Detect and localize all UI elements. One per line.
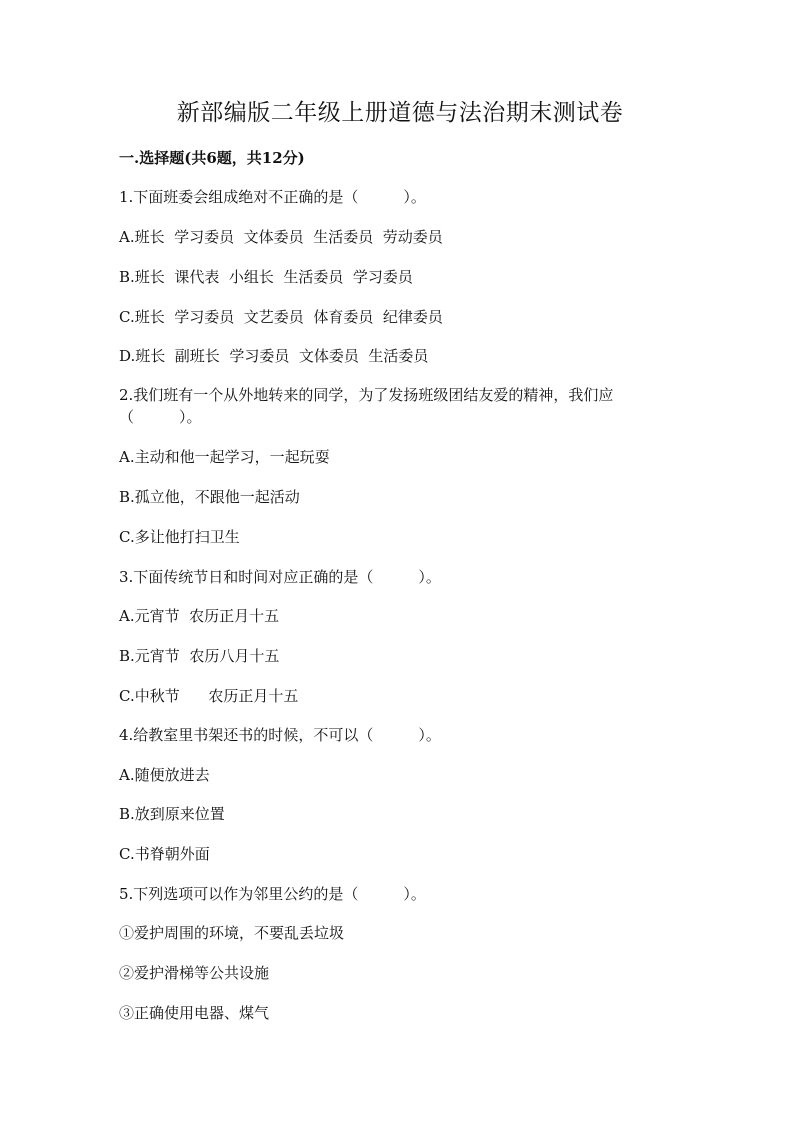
q4-option-c: C.书脊朝外面 (119, 845, 210, 863)
q1-option-d: D.班长 副班长 学习委员 文体委员 生活委员 (119, 347, 429, 365)
question-5: 5.下列选项可以作为邻里公约的是（ ）。 (119, 885, 426, 903)
q3-option-b: B.元宵节 农历八月十五 (119, 647, 280, 665)
section-heading: 一.选择题(共6题，共12分) (119, 149, 305, 167)
question-2-continued: （ ）。 (119, 408, 202, 426)
q2-option-b: B.孤立他，不跟他一起活动 (119, 488, 300, 506)
question-3: 3.下面传统节日和时间对应正确的是（ ）。 (119, 568, 441, 586)
q2-option-a: A.主动和他一起学习，一起玩耍 (119, 448, 330, 466)
q4-option-a: A.随便放进去 (119, 766, 210, 784)
q3-option-c: C.中秋节 农历正月十五 (119, 687, 299, 705)
question-1: 1.下面班委会组成绝对不正确的是（ ）。 (119, 188, 426, 206)
q1-option-a: A.班长 学习委员 文体委员 生活委员 劳动委员 (119, 228, 443, 246)
q5-item-2: ②爱护滑梯等公共设施 (119, 964, 270, 982)
question-4: 4.给教室里书架还书的时候，不可以（ ）。 (119, 726, 441, 744)
q1-option-b: B.班长 课代表 小组长 生活委员 学习委员 (119, 268, 413, 286)
page-title: 新部编版二年级上册道德与法治期末测试卷 (176, 100, 624, 126)
q5-item-1: ①爱护周围的环境，不要乱丢垃圾 (119, 924, 345, 942)
q2-option-c: C.多让他打扫卫生 (119, 528, 240, 546)
q5-item-3: ③正确使用电器、煤气 (119, 1004, 270, 1022)
q1-option-c: C.班长 学习委员 文艺委员 体育委员 纪律委员 (119, 308, 443, 326)
q3-option-a: A.元宵节 农历正月十五 (119, 607, 280, 625)
question-2: 2.我们班有一个从外地转来的同学，为了发扬班级团结友爱的精神，我们应 (119, 386, 614, 404)
q4-option-b: B.放到原来位置 (119, 805, 225, 823)
